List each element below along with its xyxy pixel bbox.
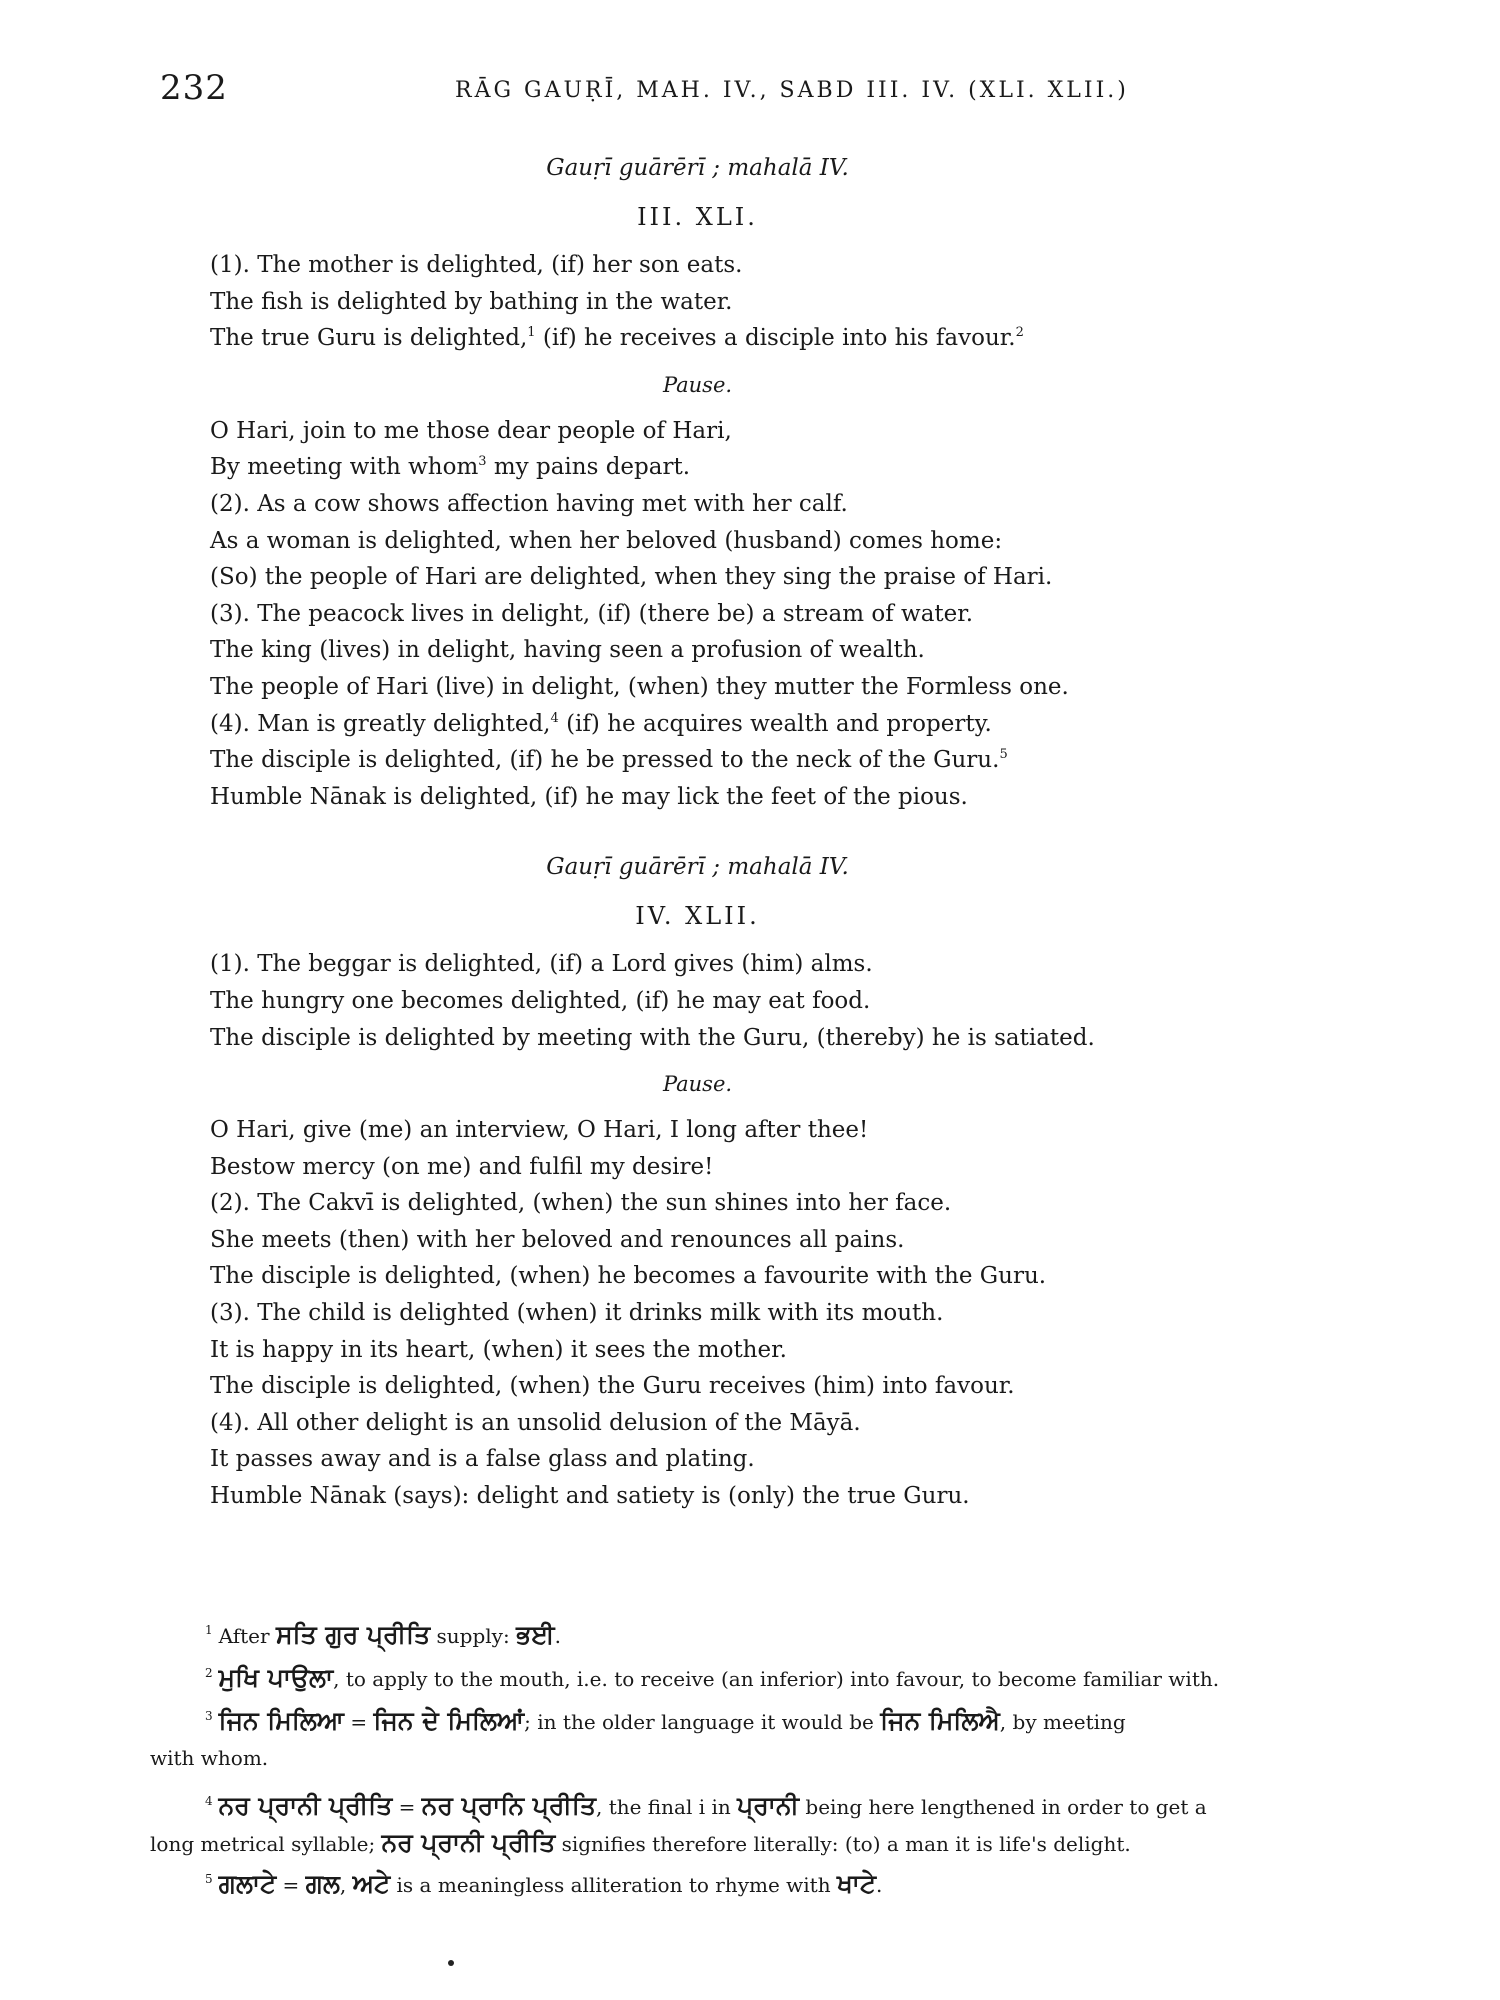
- footnote-ref: 2: [1015, 325, 1024, 341]
- verse-text: my pains depart.: [486, 454, 691, 481]
- verse-line: The disciple is delighted by meeting with the Guru, (thereby) he is satiated.: [210, 1024, 1095, 1051]
- footnote-ref: 3: [478, 454, 487, 470]
- section-number: III. XLI.: [637, 203, 758, 231]
- footnote-text: is a meaningless alliteration to rhyme with: [390, 1873, 837, 1897]
- footnote-text: .: [875, 1873, 883, 1897]
- verse-line: (2). The Cakvī is delighted, (when) the sun shines into her face.: [210, 1190, 952, 1217]
- verse-line: Humble Nānak is delighted, (if) he may lick the feet of the pious.: [210, 783, 968, 810]
- gurmukhi-text: ਜਿਨ ਦੇ ਮਿਲਿਆਂ: [373, 1706, 525, 1735]
- running-head: RĀG GAUṚĪ, MAH. IV., SABD III. IV. (XLI. XLII.): [455, 78, 1129, 103]
- verse-line: [210, 742, 1110, 779]
- gurmukhi-text: ਨਰ ਪ੍ਰਾਨੀ ਪ੍ਰੀਤਿ: [381, 1828, 556, 1857]
- gurmukhi-text: ਭਈ: [516, 1620, 555, 1649]
- verse-text: (if) he acquires wealth and property.: [558, 710, 992, 737]
- section-heading: Gauṛī guārērī ; mahalā IV.: [546, 155, 849, 181]
- verse-line: The disciple is delighted, (when) he becomes a favourite with the Guru.: [210, 1263, 1047, 1290]
- gurmukhi-text: ਖਾਟੇ: [836, 1869, 876, 1898]
- verse-line: She meets (then) with her beloved and renounces all pains.: [210, 1226, 905, 1253]
- gurmukhi-text: ਜਿਨ ਮਿਲਿਆ: [218, 1706, 344, 1735]
- pause-label: Pause.: [662, 372, 733, 397]
- gurmukhi-text: ਅਟੇ: [352, 1869, 391, 1898]
- verse-line: (4). All other delight is an unsolid delusion of the Māyā.: [210, 1409, 861, 1436]
- footnote-continuation: with whom.: [150, 1746, 269, 1770]
- verse-line: The disciple is delighted, (when) the Guru receives (him) into favour.: [210, 1373, 1015, 1400]
- footnote-mark: 4: [205, 1794, 213, 1808]
- verse-line: As a woman is delighted, when her beloved (husband) comes home:: [210, 527, 1003, 554]
- verse-line: [210, 449, 1110, 486]
- verse-text: By meeting with whom: [210, 454, 479, 481]
- verse-line: Bestow mercy (on me) and fulfil my desire!: [210, 1153, 714, 1180]
- footnote-mark: 2: [205, 1666, 213, 1680]
- verse-line: (1). The beggar is delighted, (if) a Lord gives (him) alms.: [210, 951, 873, 978]
- print-dot: [448, 1960, 454, 1966]
- footnote-continuation: [150, 1826, 1360, 1861]
- footnote-mark: 3: [205, 1709, 213, 1723]
- footnote-text: After: [218, 1624, 276, 1648]
- verse-line: (2). As a cow shows affection having met with her calf.: [210, 490, 848, 517]
- verse-line: (So) the people of Hari are delighted, when they sing the praise of Hari.: [210, 564, 1053, 591]
- footnote-ref: 5: [999, 747, 1008, 763]
- footnote-text: =: [344, 1710, 374, 1734]
- footnote-text: long metrical syllable;: [150, 1832, 382, 1856]
- footnote-mark: 5: [205, 1872, 213, 1886]
- footnote-text: supply:: [430, 1624, 517, 1648]
- gurmukhi-text: ਮੁਖਿ ਪਾਉਲਾ: [218, 1663, 334, 1692]
- footnote-text: ,: [339, 1873, 353, 1897]
- page-number: 232: [160, 68, 228, 108]
- gurmukhi-text: ਗਲ: [305, 1869, 340, 1898]
- verse-line: O Hari, give (me) an interview, O Hari, I long after thee!: [210, 1117, 869, 1144]
- verse-line: The people of Hari (live) in delight, (when) they mutter the Formless one.: [210, 673, 1069, 700]
- verse-line: The hungry one becomes delighted, (if) he may eat food.: [210, 987, 871, 1014]
- verse-line: (1). The mother is delighted, (if) her son eats.: [210, 252, 743, 278]
- footnote: [205, 1861, 1360, 1904]
- footnote-text: ; in the older language it would be: [524, 1710, 881, 1734]
- verse-line: Humble Nānak (says): delight and satiety is (only) the true Guru.: [210, 1483, 970, 1510]
- footnote-text: =: [392, 1795, 422, 1819]
- verse-line: The king (lives) in delight, having seen a profusion of wealth.: [210, 637, 925, 664]
- verse-text: The disciple is delighted, (if) he be pressed to the neck of the Guru.: [210, 747, 1000, 774]
- gurmukhi-text: ਗਲਾਟੇ: [218, 1869, 277, 1898]
- footnote-text: signifies therefore literally: (to) a man it is life's delight.: [555, 1832, 1131, 1856]
- gurmukhi-text: ਸਤਿ ਗੁਰ ਪ੍ਰੀਤਿ: [275, 1620, 431, 1649]
- verse-line: [210, 320, 1110, 357]
- footnote: [205, 1612, 1360, 1655]
- section-number: IV. XLII.: [635, 902, 760, 931]
- gurmukhi-text: ਜਿਨ ਮਿਲਿਐ: [880, 1706, 1000, 1735]
- gurmukhi-text: ਨਰ ਪ੍ਰਾਨੀ ਪ੍ਰੀਤਿ: [218, 1791, 393, 1820]
- verse-text: (4). Man is greatly delighted,: [210, 710, 551, 737]
- footnotes: [150, 1612, 1360, 1904]
- verse-text: The true Guru is delighted,: [210, 325, 528, 352]
- footnote-ref: 1: [527, 325, 536, 341]
- footnote-text: , by meeting: [999, 1710, 1126, 1734]
- verse-line: (3). The child is delighted (when) it drinks milk with its mouth.: [210, 1300, 944, 1327]
- footnote: [205, 1698, 1360, 1741]
- pause-label: Pause.: [662, 1072, 733, 1097]
- verse-line: It is happy in its heart, (when) it sees the mother.: [210, 1336, 787, 1363]
- verse-text: (if) he receives a disciple into his favour.: [535, 325, 1016, 352]
- footnote: [205, 1783, 1360, 1826]
- verse-line: The fish is delighted by bathing in the water.: [210, 288, 733, 315]
- verse-line: (3). The peacock lives in delight, (if) (there be) a stream of water.: [210, 600, 974, 627]
- footnote-text: =: [276, 1873, 306, 1897]
- footnote-mark: 1: [205, 1623, 213, 1637]
- page-header: [160, 68, 1129, 108]
- verse-line: O Hari, join to me those dear people of Hari,: [210, 417, 732, 444]
- gurmukhi-text: ਨਰ ਪ੍ਰਾਨਿ ਪ੍ਰੀਤਿ: [421, 1791, 596, 1820]
- footnote-text: , the final i in: [595, 1795, 738, 1819]
- verse-line: It passes away and is a false glass and plating.: [210, 1446, 755, 1473]
- footnote-text: .: [554, 1624, 561, 1648]
- footnote-text: , to apply to the mouth, i.e. to receive (an inferior) into favour, to become familiar with.: [333, 1667, 1220, 1691]
- main-text: [210, 150, 1110, 1515]
- footnote-text: being here lengthened in order to get a: [799, 1795, 1207, 1819]
- section-heading: Gauṛī guārērī ; mahalā IV.: [546, 854, 849, 881]
- verse-line: [210, 706, 1110, 743]
- footnote: [205, 1655, 1360, 1698]
- footnote-ref: 4: [550, 710, 559, 726]
- gurmukhi-text: ਪ੍ਰਾਨੀ: [737, 1791, 800, 1820]
